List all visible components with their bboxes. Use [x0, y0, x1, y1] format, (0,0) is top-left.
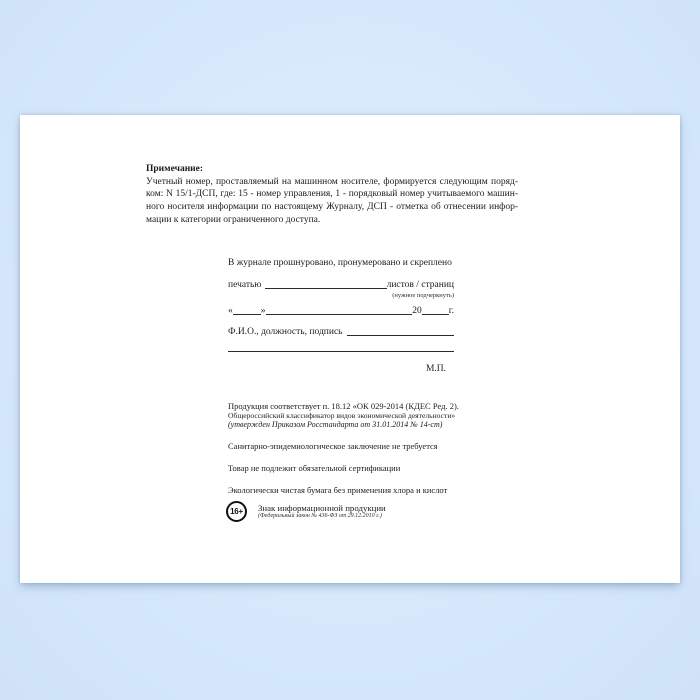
- certification-block: [228, 258, 454, 383]
- seal-row: [228, 280, 454, 290]
- blank-line: [228, 348, 454, 352]
- year-prefix: 20: [412, 306, 422, 316]
- age-mark-section: [226, 501, 386, 522]
- year-suffix: г.: [448, 306, 454, 316]
- blank-line: [265, 285, 386, 289]
- signature-row: [228, 327, 454, 337]
- blank-line: [347, 332, 455, 336]
- age-mark-title: Знак информационной продукции: [258, 503, 386, 513]
- sanitary-line: Санитарно-эпидемиологическое заключение не требуется: [228, 440, 438, 451]
- eco-line: Экологически чистая бумага без применения хлора и кислот: [228, 484, 448, 495]
- signature-extra-row: [228, 348, 454, 353]
- age-mark-law: (Федеральный закон № 436-ФЗ от 29.12.2010 г.): [258, 513, 382, 519]
- note-line: мации к категории ограниченного доступа.: [146, 214, 321, 225]
- blank-line: [422, 311, 449, 315]
- compliance-section: [228, 402, 538, 495]
- stamp-place: М.П.: [425, 364, 446, 374]
- classifier-line: Общероссийский классификатор видов экономической деятельности»: [228, 410, 456, 420]
- seal-label: печатью: [228, 280, 262, 290]
- age-16-icon: 16+: [226, 501, 247, 522]
- note-line: ного носителя информации по настоящему Журналу, ДСП - отметка об отнесении инфор-: [146, 202, 518, 213]
- underline-hint: (нужное подчеркнуть): [392, 292, 454, 299]
- age-mark-text: [258, 501, 386, 520]
- product-standard-line: Продукция соответствует п. 18.12 «ОК 029-2014 (КДЕС Ред. 2).: [228, 401, 459, 411]
- date-row: [228, 306, 454, 316]
- stitched-statement: В журнале прошнуровано, пронумеровано и скреплено: [228, 258, 452, 268]
- note-section: [146, 163, 518, 227]
- blank-line: [266, 311, 413, 315]
- quote-open: «: [228, 306, 233, 316]
- approval-line: (утвержден Приказом Росстандарта от 31.01.2014 № 14-ст): [228, 420, 443, 430]
- sheets-label: листов / страниц: [386, 280, 454, 290]
- note-heading: Примечание:: [146, 164, 204, 174]
- note-line: Учетный номер, проставляемый на машинном носителе, формируется следующим поряд-: [146, 176, 518, 187]
- signature-label: Ф.И.О., должность, подпись: [228, 327, 343, 337]
- note-line: ком: N 15/1-ДСП, где: 15 - номер управления, 1 - порядковый номер учитываемого машин-: [146, 189, 518, 200]
- blank-line: [233, 311, 261, 315]
- document-page: [20, 115, 680, 583]
- quote-close: »: [260, 306, 266, 316]
- certification-line: Товар не подлежит обязательной сертификации: [228, 462, 401, 473]
